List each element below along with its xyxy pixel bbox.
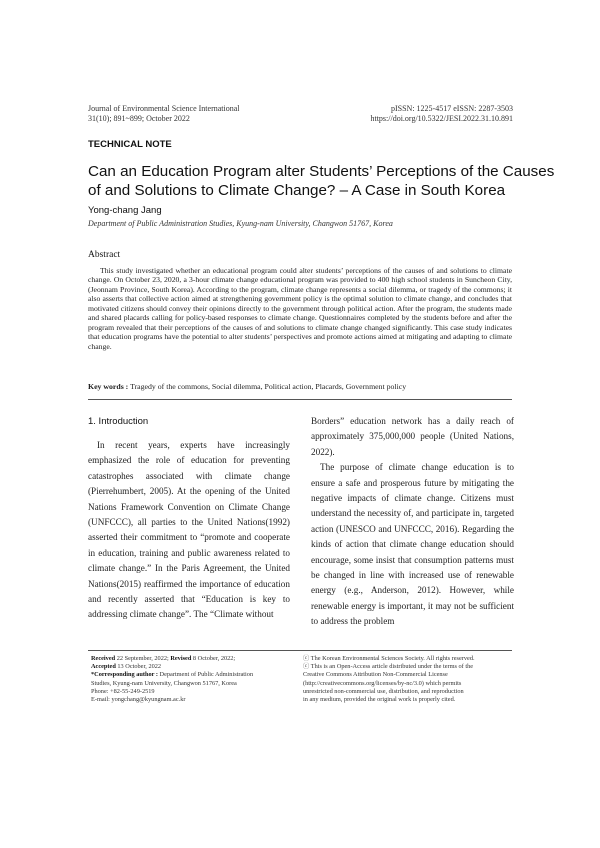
author-name: Yong-chang Jang (88, 205, 162, 216)
license-line-1: ⓒ This is an Open-Access article distributed under the terms of the (303, 663, 474, 671)
license-line-4: in any medium, provided the original work is properly cited. (303, 696, 456, 704)
intro-right-column (311, 414, 514, 630)
received-label: Received (91, 655, 116, 662)
intro-paragraph-1: In recent years, experts have increasingly emphasized the role of education for preventing catastrophes associated with climate change (Pierrehumbert, 2005). At the opening of the United Nations Framework Convention on Climate Change (UNFCCC), all parties to the United Nations(1992) asserted their commitment to “promote and cooperate in education, training and public awareness related to climate change.” In the Paris Agreement, the United Nations(2015) reaffirmed the importance of education and recently asserted that “Education is key to addressing climate change”. The “Climate without (88, 440, 290, 620)
intro-paragraph-1-cont: Borders” education network has a daily reach of approximately 375,000,000 people (United Nations, 2022). (311, 416, 514, 457)
keywords-list: Tragedy of the commons, Social dilemma, Political action, Placards, Government policy (130, 382, 407, 391)
author-affiliation: Department of Public Administration Studies, Kyung-nam University, Changwon 51767, Korea (88, 219, 393, 228)
keywords-label: Key words : (88, 382, 129, 391)
article-type: TECHNICAL NOTE (88, 139, 172, 150)
issn: pISSN: 1225-4517 eISSN: 2287-3503 (390, 104, 513, 113)
doi-link[interactable]: https://doi.org/10.5322/JESI.2022.31.10.891 (370, 114, 513, 123)
footer-divider (88, 650, 512, 651)
title-line-1: Can an Education Program alter Students’ Perceptions of the Causes (88, 163, 555, 180)
license-line-2: Creative Commons Attribution Non-Commercial License (303, 671, 448, 679)
section-heading-introduction: 1. Introduction (88, 416, 149, 427)
received-date: 22 September, 2022; (116, 655, 169, 662)
title-line-2: of and Solutions to Climate Change? – A Case in South Korea (88, 182, 506, 199)
revised-label: Revised (170, 655, 192, 662)
journal-name: Journal of Environmental Science International (88, 104, 240, 113)
journal-issue: 31(10); 891~899; October 2022 (88, 114, 190, 123)
accepted-date: 13 October, 2022 (117, 663, 162, 671)
corresponding-phone: Phone: +82-55-249-2519 (91, 687, 155, 695)
article-title (88, 162, 555, 200)
corresponding-author-label: *Corresponding author : (91, 671, 158, 679)
corresponding-address-2: Studies, Kyung-nam University, Changwon 51767, Korea (91, 679, 237, 687)
license-line-3: unrestricted non-commercial use, distribution, and reproduction (303, 687, 464, 695)
corresponding-email[interactable]: E-mail: yongchang@kyungnam.ac.kr (91, 696, 186, 704)
footer-license (303, 655, 515, 704)
license-url[interactable]: (http://creativecommons.org/licenses/by-nc/3.0) which permits (303, 679, 462, 687)
copyright-line: ⓒ The Korean Environmental Sciences Society. All rights reserved. (303, 655, 475, 662)
intro-left-column (88, 438, 290, 623)
corresponding-address-1: Department of Public Administration (159, 671, 254, 679)
intro-paragraph-2: The purpose of climate change education is to ensure a safe and prosperous future by mitigating the negative impacts of climate change. Citizens must understand the necessity of, and participate in, targeted action (UNESCO and UNFCCC, 2016). Regarding the kinds of action that climate change education should encourage, some insist that consumption patterns must be changed in line with increased use of renewable energy (e.g., Anderson, 2012). However, while renewable energy is important, it may not be sufficient to address the problem (311, 462, 514, 627)
header-divider (88, 399, 512, 400)
footer-article-info (91, 655, 291, 704)
abstract-heading: Abstract (88, 250, 121, 260)
accepted-label: Accepted (91, 663, 116, 671)
revised-date: 8 October, 2022; (192, 655, 236, 662)
keywords (88, 382, 518, 391)
abstract-text: This study investigated whether an educational program could alter students’ perceptions of the causes of and solutions to climate change. On October 23, 2020, a 3-hour climate change educational program was provided to 400 high school students in Suncheon City, (Jeonnam Province, South Korea). According to the program, climate change represents a social dilemma, or tragedy of the commons; it also asserts that collective action aimed at strengthening government policy is the optimal solution to climate change, and concludes that motivated citizens should convey their opinions directly to the government through political action. After the program, the students made and shared placards calling for policy-based responses to climate change. Questionnaires completed by the students before and after the program revealed that their perceptions of the causes of and solutions to climate change changed significantly. This case study indicates that education programs have the potential to alter students’ perspectives and promote actions aimed at mitigating and adapting to climate change. (88, 266, 512, 351)
